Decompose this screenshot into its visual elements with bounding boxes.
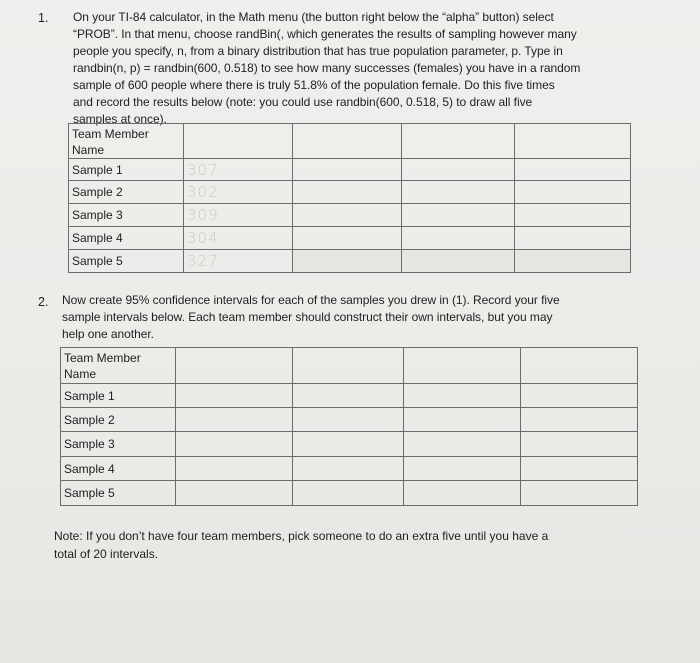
question-1-line-4: randbin(n, p) = randbin(600, 0.518) to see how many successes (females) you have in a random [73, 61, 581, 75]
interval-cell[interactable] [293, 384, 404, 408]
footnote-line-2: total of 20 intervals. [54, 547, 159, 561]
row-label: Sample 4 [69, 227, 184, 250]
question-1-line-1: On your TI-84 calculator, in the Math menu (the button right below the “alpha” button) select [73, 10, 554, 24]
interval-cell[interactable] [404, 408, 521, 432]
interval-cell[interactable] [404, 432, 521, 457]
value-cell[interactable] [515, 227, 631, 250]
handwritten-value[interactable]: 309 [184, 204, 293, 227]
interval-cell[interactable] [521, 457, 638, 481]
table-row [69, 124, 631, 159]
footnote-line-1: Note: If you don’t have four team members, pick someone to do an extra five until you have a [54, 529, 549, 543]
footnote [54, 527, 674, 563]
question-1-line-5: sample of 600 people where there is truly 51.8% of the population female. Do this five times [73, 78, 555, 92]
interval-cell[interactable] [293, 432, 404, 457]
interval-cell[interactable] [176, 481, 293, 506]
question-2-line-2: sample intervals below. Each team member should construct their own intervals, but you may [62, 310, 553, 324]
table-row [69, 250, 631, 273]
table-row [61, 481, 638, 506]
table-row [69, 181, 631, 204]
question-1-text [73, 9, 683, 128]
sample-counts-table [68, 123, 631, 273]
question-2-text [62, 292, 682, 343]
row-label: Sample 2 [69, 181, 184, 204]
table-row [69, 159, 631, 181]
name-cell[interactable] [515, 124, 631, 159]
value-cell[interactable] [293, 181, 402, 204]
name-cell[interactable] [293, 348, 404, 384]
value-cell[interactable] [402, 250, 515, 273]
table-row [69, 204, 631, 227]
question-1-line-2: “PROB”. In that menu, choose randBin(, which generates the results of sampling however many [73, 27, 577, 41]
handwritten-value[interactable]: 304 [184, 227, 293, 250]
question-1-number: 1. [38, 11, 49, 25]
row-label: Sample 5 [69, 250, 184, 273]
table-row [61, 408, 638, 432]
question-2-line-1: Now create 95% confidence intervals for each of the samples you drew in (1). Record your five [62, 293, 560, 307]
question-1-line-3: people you specify, n, from a binary distribution that has true population parameter, p. Type in [73, 44, 563, 58]
interval-cell[interactable] [176, 384, 293, 408]
row-label: Sample 2 [61, 408, 176, 432]
name-cell[interactable] [404, 348, 521, 384]
value-cell[interactable] [402, 159, 515, 181]
row-label: Sample 4 [61, 457, 176, 481]
interval-cell[interactable] [176, 457, 293, 481]
name-cell[interactable] [293, 124, 402, 159]
name-cell[interactable] [402, 124, 515, 159]
row-label: Sample 3 [61, 432, 176, 457]
confidence-intervals-table [60, 347, 638, 506]
handwritten-value[interactable]: 302 [184, 181, 293, 204]
table-row [61, 432, 638, 457]
table-row [61, 384, 638, 408]
question-1-line-7: samples at once). [73, 112, 167, 126]
interval-cell[interactable] [293, 481, 404, 506]
row-label: Sample 3 [69, 204, 184, 227]
interval-cell[interactable] [176, 432, 293, 457]
team-member-name-header: Team Member Name [69, 124, 184, 159]
question-1-line-6: and record the results below (note: you could use randbin(600, 0.518, 5) to draw all five [73, 95, 533, 109]
interval-cell[interactable] [521, 432, 638, 457]
interval-cell[interactable] [176, 408, 293, 432]
value-cell[interactable] [515, 250, 631, 273]
value-cell[interactable] [515, 159, 631, 181]
handwritten-value[interactable]: 327 [184, 250, 293, 273]
name-cell[interactable] [184, 124, 293, 159]
row-label: Sample 1 [61, 384, 176, 408]
table-row [69, 227, 631, 250]
interval-cell[interactable] [521, 384, 638, 408]
question-2-number: 2. [38, 295, 49, 309]
interval-cell[interactable] [293, 457, 404, 481]
value-cell[interactable] [402, 227, 515, 250]
value-cell[interactable] [402, 204, 515, 227]
row-label: Sample 1 [69, 159, 184, 181]
value-cell[interactable] [293, 227, 402, 250]
table-row [61, 457, 638, 481]
name-cell[interactable] [521, 348, 638, 384]
handwritten-value[interactable]: 307 [184, 159, 293, 181]
interval-cell[interactable] [404, 384, 521, 408]
team-member-name-header: Team Member Name [61, 348, 176, 384]
value-cell[interactable] [515, 181, 631, 204]
row-label: Sample 5 [61, 481, 176, 506]
value-cell[interactable] [293, 159, 402, 181]
interval-cell[interactable] [404, 481, 521, 506]
value-cell[interactable] [293, 250, 402, 273]
interval-cell[interactable] [293, 408, 404, 432]
interval-cell[interactable] [521, 408, 638, 432]
interval-cell[interactable] [404, 457, 521, 481]
value-cell[interactable] [402, 181, 515, 204]
name-cell[interactable] [176, 348, 293, 384]
table-row [61, 348, 638, 384]
value-cell[interactable] [515, 204, 631, 227]
interval-cell[interactable] [521, 481, 638, 506]
question-2-line-3: help one another. [62, 327, 154, 341]
value-cell[interactable] [293, 204, 402, 227]
